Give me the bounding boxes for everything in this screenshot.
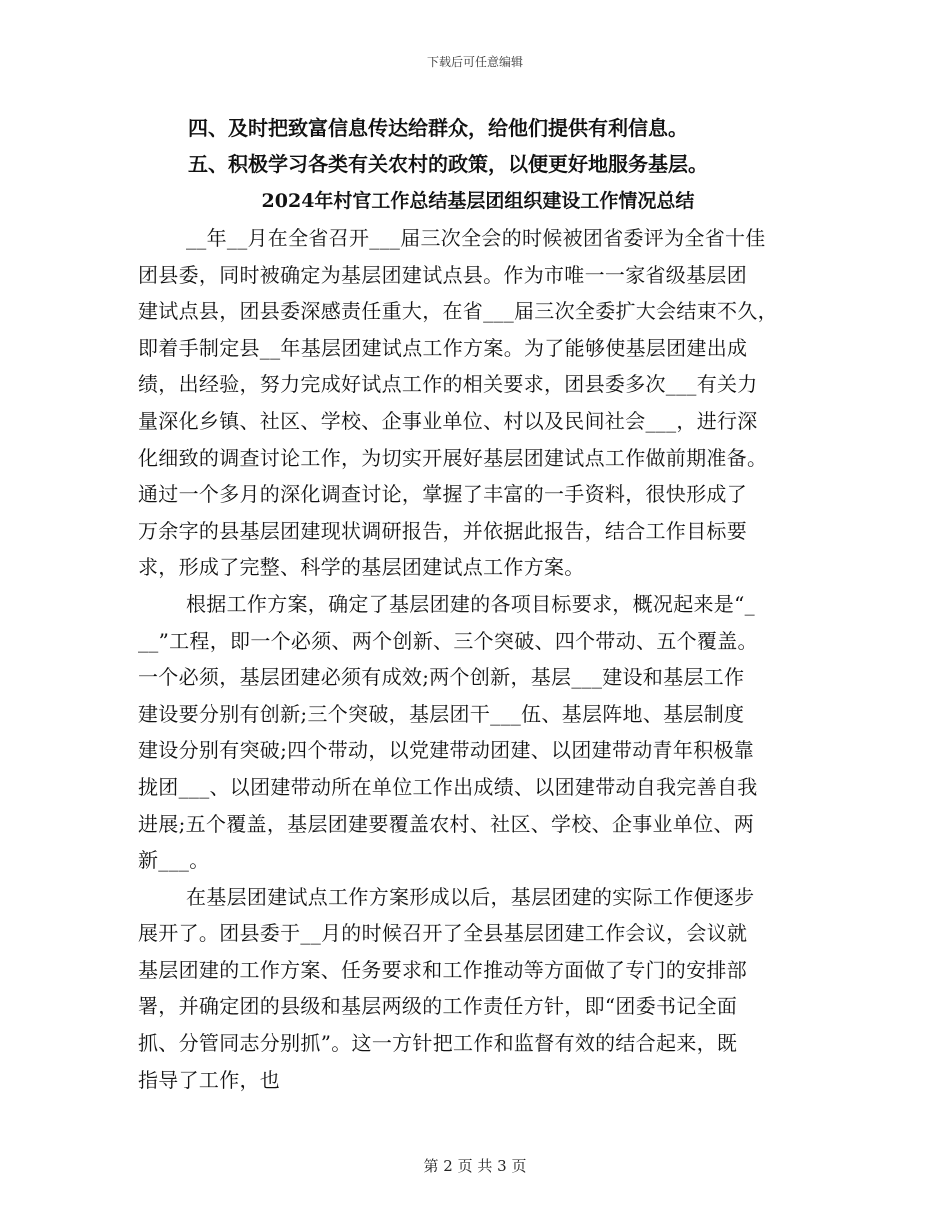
paragraph-line: 展开了。团县委于__月的时候召开了全县基层团建工作会议，会议就 bbox=[138, 921, 748, 946]
paragraph-line: 建设要分别有创新;三个突破，基层团干___伍、基层阵地、基层制度 bbox=[138, 701, 745, 726]
paragraph-line: 抓、分管同志分别抓”。这一方针把工作和监督有效的结合起来，既 bbox=[138, 1031, 738, 1056]
paragraph-2 bbox=[138, 586, 818, 879]
list-item-5: 五、积极学习各类有关农村的政策，以便更好地服务基层。 bbox=[188, 152, 708, 176]
paragraph-line: 化细致的调查讨论工作，为切实开展好基层团建试点工作做前期准备。 bbox=[138, 445, 768, 470]
document-body bbox=[138, 110, 818, 1098]
paragraph-line: 指导了工作，也 bbox=[138, 1067, 281, 1092]
paragraph-line: 即着手制定县__年基层团建试点工作方案。为了能够使基层团建出成 bbox=[138, 335, 748, 360]
paragraph-line: 万余字的县基层团建现状调研报告，并依据此报告，结合工作目标要 bbox=[138, 518, 747, 543]
paragraph-line: 根据工作方案，确定了基层团建的各项目标要求，概况起来是“_ bbox=[186, 591, 755, 616]
paragraph-line: 量深化乡镇、社区、学校、企事业单位、村以及民间社会___，进行深 bbox=[138, 408, 758, 433]
paragraph-line: 新___。 bbox=[138, 848, 210, 873]
paragraph-line: 建设分别有突破;四个带动，以党建带动团建、以团建带动青年积极靠 bbox=[138, 738, 755, 763]
paragraph-line: 通过一个多月的深化调查讨论，掌握了丰富的一手资料，很快形成了 bbox=[138, 482, 747, 507]
paragraph-line: 进展;五个覆盖，基层团建要覆盖农村、社区、学校、企事业单位、两 bbox=[138, 811, 755, 836]
document-title: 2024年村官工作总结基层团组织建设工作情况总结 bbox=[261, 190, 695, 212]
paragraph-3 bbox=[138, 879, 818, 1099]
paragraph-line: __年__月在全省召开___届三次全会的时候被团省委评为全省十佳 bbox=[186, 226, 766, 250]
paragraph-line: 建试点县，团县委深感责任重大，在省___届三次全委扩大会结束不久， bbox=[138, 299, 778, 324]
list-item-4: 四、及时把致富信息传达给群众，给他们提供有利信息。 bbox=[188, 116, 688, 140]
paragraph-line: __”工程，即一个必须、两个创新、三个突破、四个带动、五个覆盖。 bbox=[138, 628, 758, 653]
paragraph-line: 署，并确定团的县级和基层两级的工作责任方针，即“团委书记全面 bbox=[138, 994, 738, 1019]
paragraph-1 bbox=[138, 220, 818, 586]
paragraph-line: 一个必须，基层团建必须有成效;两个创新，基层___建设和基层工作 bbox=[138, 665, 745, 690]
paragraph-line: 绩，出经验，努力完成好试点工作的相关要求，团县委多次___有关力 bbox=[138, 372, 758, 397]
paragraph-line: 在基层团建试点工作方案形成以后，基层团建的实际工作便逐步 bbox=[186, 884, 755, 909]
paragraph-line: 基层团建的工作方案、任务要求和工作推动等方面做了专门的安排部 bbox=[138, 957, 747, 982]
paragraph-line: 团县委，同时被确定为基层团建试点县。作为市唯一一家省级基层团 bbox=[138, 262, 747, 287]
paragraph-line: 拢团___、以团建带动所在单位工作出成绩、以团建带动自我完善自我 bbox=[138, 774, 758, 799]
header-note: 下载后可任意编辑 bbox=[426, 55, 523, 69]
paragraph-line: 求，形成了完整、科学的基层团建试点工作方案。 bbox=[138, 555, 585, 580]
page-number: 第 2 页 共 3 页 bbox=[423, 1157, 527, 1175]
